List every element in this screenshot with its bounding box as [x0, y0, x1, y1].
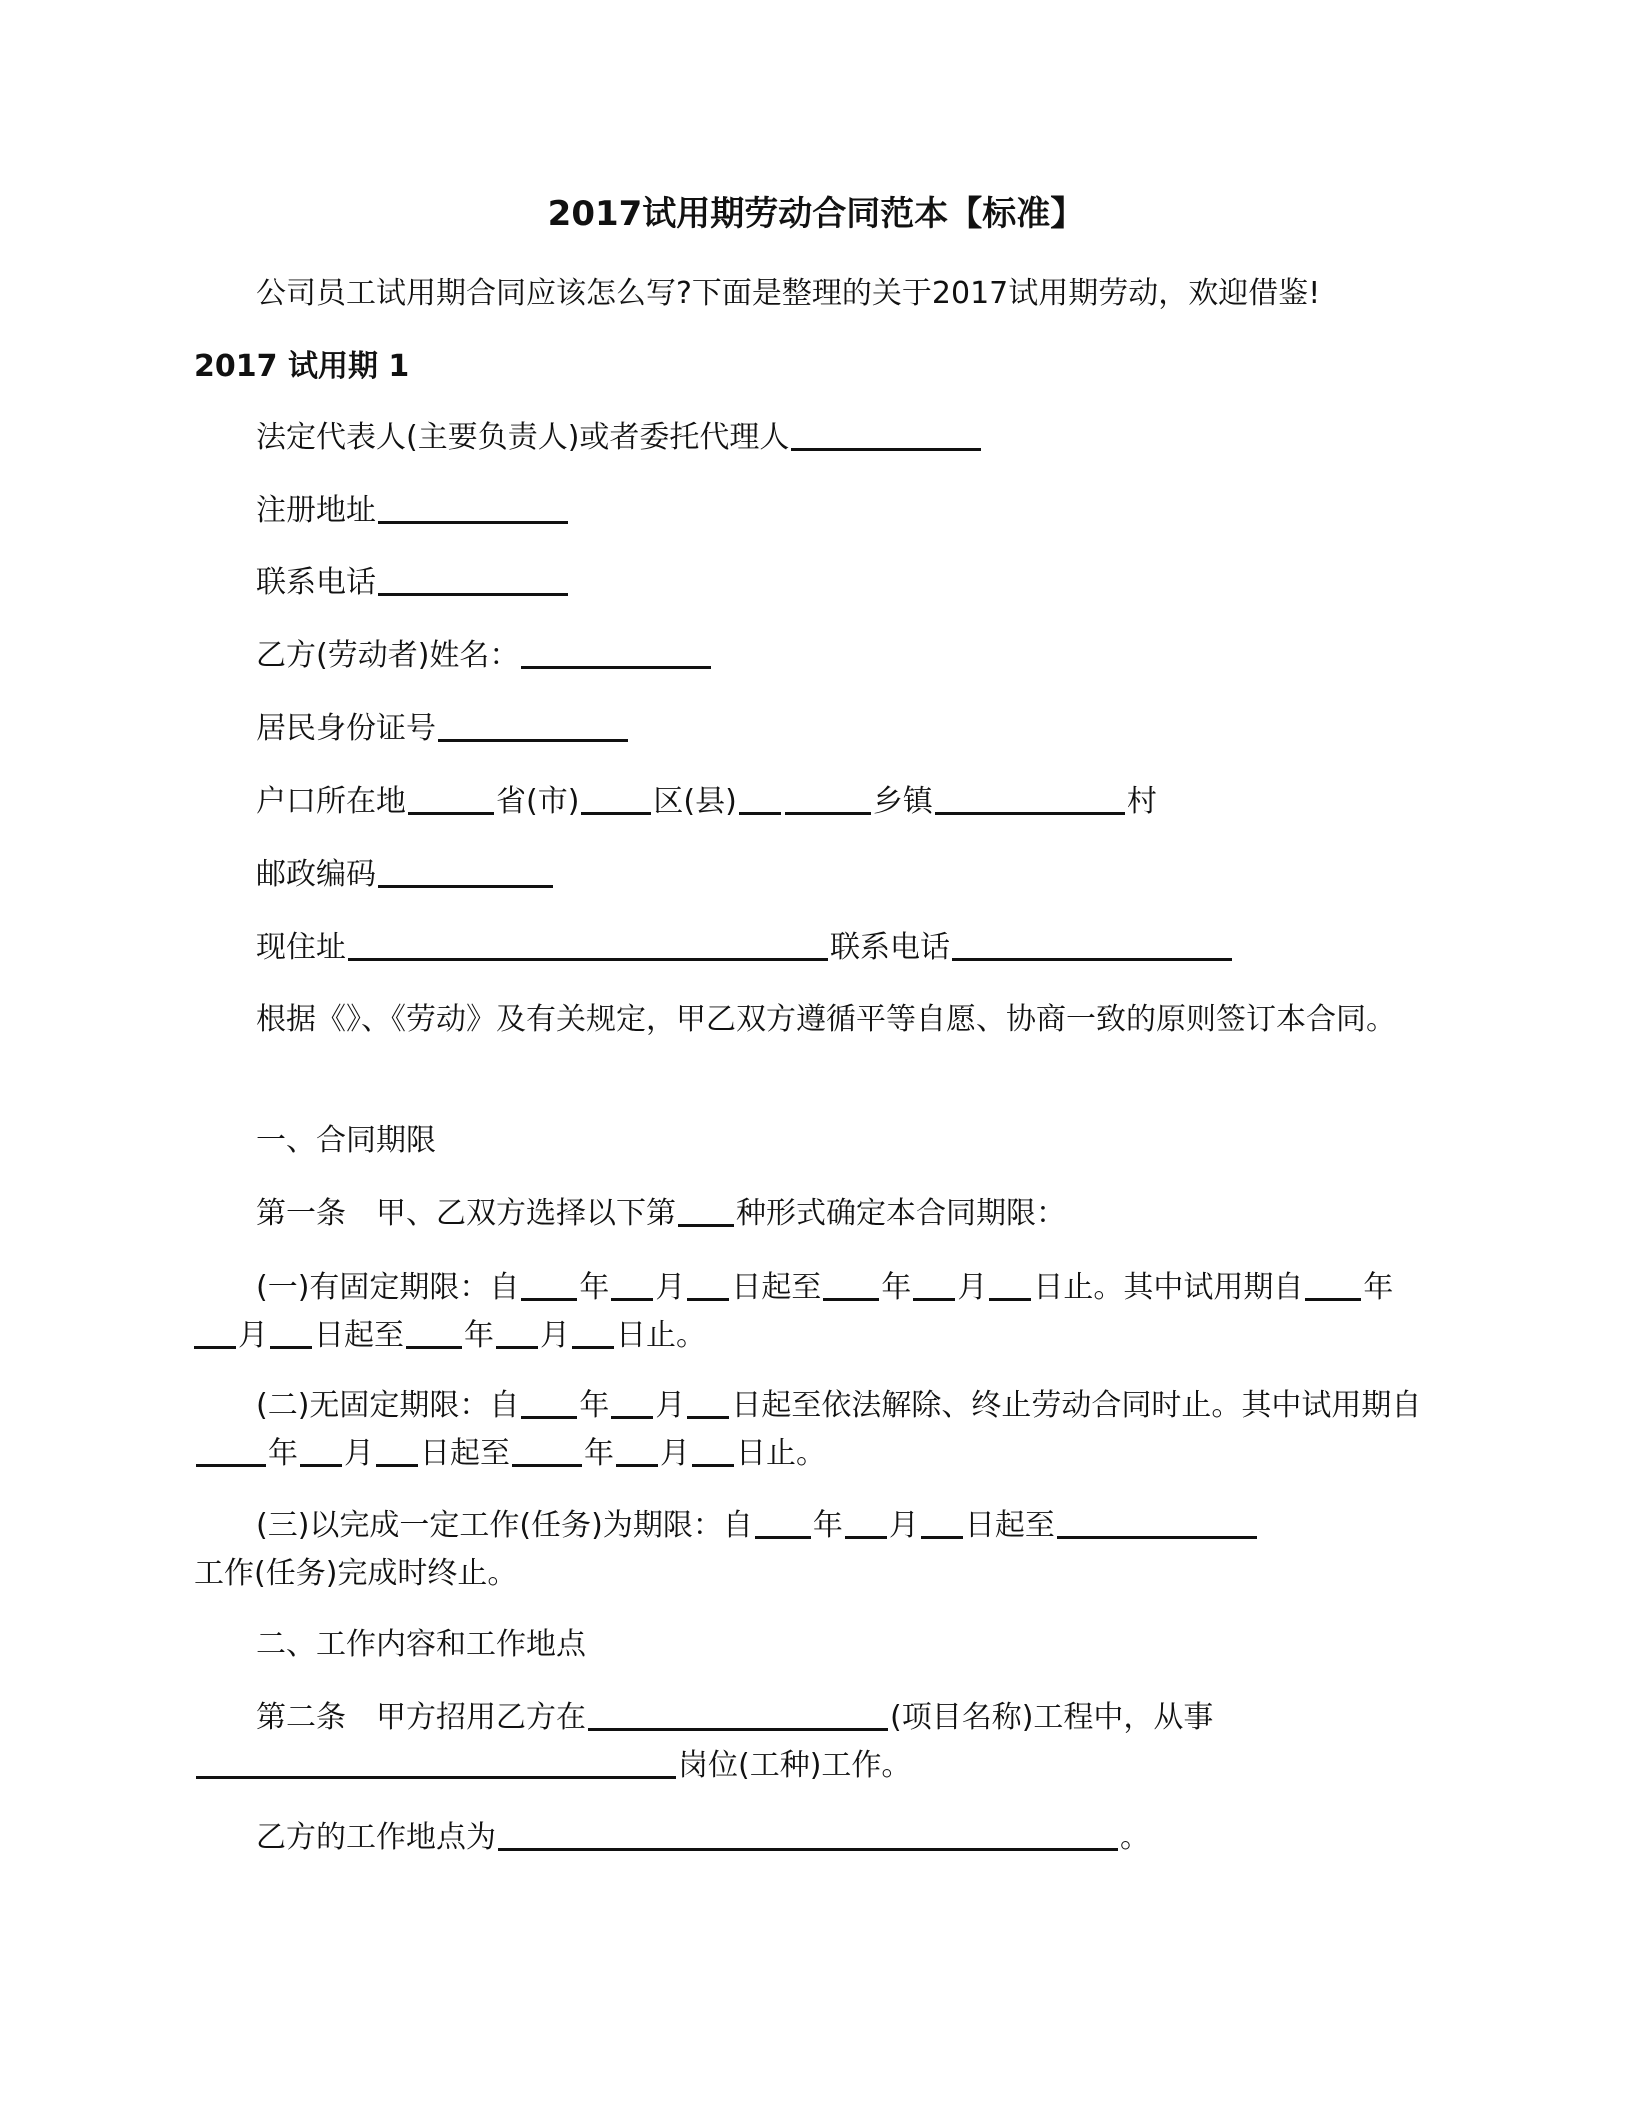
- current-address-blank[interactable]: [348, 930, 828, 961]
- year-word: 年: [584, 1436, 614, 1471]
- name-blank[interactable]: [521, 638, 711, 669]
- phone-blank[interactable]: [378, 565, 568, 596]
- option1-start-year-blank[interactable]: [521, 1270, 577, 1301]
- option2-prob-start-day-blank[interactable]: [376, 1436, 418, 1467]
- workplace-blank[interactable]: [498, 1820, 1118, 1851]
- date-from-word: 自: [489, 1388, 520, 1423]
- reg-address-label: 注册地址: [256, 493, 376, 528]
- workplace-label: 乙方的工作地点为: [256, 1820, 496, 1855]
- town-blank[interactable]: [785, 784, 871, 815]
- village-blank[interactable]: [935, 784, 1125, 815]
- postcode-line: [194, 851, 1444, 899]
- option1-start-month-blank[interactable]: [611, 1270, 653, 1301]
- year-word: 年: [268, 1436, 298, 1471]
- town-label: 乡镇: [872, 784, 933, 819]
- option1-row1: [194, 1264, 1444, 1312]
- day-start-word: 日起至: [420, 1436, 510, 1471]
- day-start-word: 日起至: [314, 1318, 404, 1353]
- year-word: 年: [579, 1388, 610, 1423]
- hukou-label: 户口所在地: [256, 784, 406, 819]
- article2-row2: [194, 1742, 1444, 1790]
- hukou-line: [194, 778, 1444, 826]
- option2-paragraph: [194, 1382, 1444, 1478]
- option2-prob-end-day-blank[interactable]: [692, 1436, 734, 1467]
- intro-paragraph: [194, 270, 1444, 318]
- intro-text: 公司员工试用期合同应该怎么写?下面是整理的关于2017试用期劳动，欢迎借鉴!: [256, 276, 1321, 311]
- article1-suffix: 种形式确定本合同期限：: [736, 1196, 1066, 1231]
- option3-end-text: 工作(任务)完成时终止。: [194, 1556, 518, 1591]
- option1-prob-start-month-blank[interactable]: [194, 1318, 236, 1349]
- month-word: 月: [888, 1508, 919, 1543]
- district-blank[interactable]: [581, 784, 651, 815]
- id-number-line: [194, 705, 1444, 753]
- option1-start-day-blank[interactable]: [687, 1270, 729, 1301]
- article2-project-text: (项目名称)工程中，从事: [890, 1700, 1214, 1735]
- phone-label: 联系电话: [256, 565, 376, 600]
- month-word: 月: [238, 1318, 268, 1353]
- option1-end-year-blank[interactable]: [823, 1270, 879, 1301]
- section1-title: [194, 1117, 1444, 1165]
- id-number-blank[interactable]: [438, 711, 628, 742]
- contact-phone-label: 联系电话: [830, 930, 950, 965]
- option1-paragraph: [194, 1264, 1444, 1360]
- month-word: 月: [655, 1270, 686, 1305]
- option2-mid-text: 日起至依法解除、终止劳动合同时止。其中试用期自: [731, 1388, 1422, 1423]
- basis-paragraph: 根据《》、《劳动》及有关规定，甲乙双方遵循平等自愿、协商一致的原则签订本合同。: [256, 1002, 1396, 1037]
- option3-task-blank[interactable]: [1057, 1508, 1257, 1539]
- province-blank[interactable]: [408, 784, 494, 815]
- year-word: 年: [464, 1318, 494, 1353]
- option1-end-day-blank[interactable]: [989, 1270, 1031, 1301]
- month-word: 月: [540, 1318, 570, 1353]
- option1-prob-start-day-blank[interactable]: [270, 1318, 312, 1349]
- postcode-blank[interactable]: [378, 857, 553, 888]
- current-address-line: [194, 924, 1444, 972]
- section-heading: 2017 试用期 1: [194, 349, 410, 384]
- section2-title-text: 二、工作内容和工作地点: [256, 1627, 586, 1662]
- date-from-word: 自: [489, 1270, 520, 1305]
- day-start-word: 日起至: [731, 1270, 822, 1305]
- year-word: 年: [579, 1270, 610, 1305]
- month-word: 月: [344, 1436, 374, 1471]
- option3-row1: [194, 1502, 1444, 1550]
- legal-rep-label: 法定代表人(主要负责人)或者委托代理人: [256, 420, 790, 455]
- option3-label: (三)以完成一定工作(任务)为期限：: [256, 1508, 723, 1543]
- option2-prob-end-month-blank[interactable]: [616, 1436, 658, 1467]
- month-word: 月: [957, 1270, 988, 1305]
- county-blank[interactable]: [739, 784, 781, 815]
- section2-title: [194, 1621, 1444, 1669]
- name-line: [194, 632, 1444, 680]
- option2-row1: [194, 1382, 1444, 1430]
- post-blank[interactable]: [196, 1748, 676, 1779]
- probation-from-word: 日止。其中试用期自: [1033, 1270, 1304, 1305]
- year-word: 年: [812, 1508, 843, 1543]
- district-label: 区(县): [653, 784, 737, 819]
- option3-start-day-blank[interactable]: [921, 1508, 963, 1539]
- option1-prob-start-year-blank[interactable]: [1305, 1270, 1361, 1301]
- option3-row2: [194, 1550, 1444, 1598]
- day-end-word: 日止。: [616, 1318, 706, 1353]
- option1-prob-end-day-blank[interactable]: [572, 1318, 614, 1349]
- option1-end-month-blank[interactable]: [913, 1270, 955, 1301]
- option3-paragraph: [194, 1502, 1444, 1598]
- province-label: 省(市): [496, 784, 580, 819]
- option2-prob-end-year-blank[interactable]: [512, 1436, 582, 1467]
- option2-label: (二)无固定期限：: [256, 1388, 490, 1423]
- article1-line: [194, 1190, 1444, 1238]
- id-number-label: 居民身份证号: [256, 711, 436, 746]
- article2-paragraph: [194, 1694, 1444, 1790]
- option1-prob-end-year-blank[interactable]: [406, 1318, 462, 1349]
- month-word: 月: [660, 1436, 690, 1471]
- reg-address-blank[interactable]: [378, 493, 568, 524]
- legal-rep-blank[interactable]: [791, 420, 981, 451]
- option3-start-month-blank[interactable]: [845, 1508, 887, 1539]
- phone-line: [194, 559, 1444, 607]
- project-name-blank[interactable]: [588, 1700, 888, 1731]
- reg-address-line: [194, 487, 1444, 535]
- workplace-end: 。: [1120, 1820, 1150, 1855]
- option1-label: (一)有固定期限：: [256, 1270, 490, 1305]
- year-word: 年: [881, 1270, 912, 1305]
- option2-start-month-blank[interactable]: [611, 1388, 653, 1419]
- contact-phone-blank[interactable]: [952, 930, 1232, 961]
- option1-row2: [192, 1312, 1444, 1360]
- option2-row2: [194, 1430, 1444, 1478]
- day-start-word: 日起至: [964, 1508, 1055, 1543]
- option2-start-day-blank[interactable]: [687, 1388, 729, 1419]
- article1-choice-blank[interactable]: [678, 1196, 734, 1227]
- document-title: 2017试用期劳动合同范本【标准】: [547, 194, 1085, 234]
- option2-prob-start-year-blank[interactable]: [196, 1436, 266, 1467]
- name-label: 乙方(劳动者)姓名：: [256, 638, 520, 673]
- legal-rep-line: [194, 414, 1444, 462]
- section1-title-text: 一、合同期限: [256, 1123, 436, 1158]
- article2-row1: [194, 1694, 1444, 1742]
- day-end-word: 日止。: [736, 1436, 826, 1471]
- workplace-line: [194, 1814, 1444, 1862]
- option2-prob-start-month-blank[interactable]: [300, 1436, 342, 1467]
- article1-prefix: 第一条 甲、乙双方选择以下第: [256, 1196, 676, 1231]
- year-word: 年: [1363, 1270, 1394, 1305]
- option2-start-year-blank[interactable]: [521, 1388, 577, 1419]
- article2-prefix: 第二条 甲方招用乙方在: [256, 1700, 586, 1735]
- month-word: 月: [655, 1388, 686, 1423]
- postcode-label: 邮政编码: [256, 857, 376, 892]
- article2-post-text: 岗位(工种)工作。: [678, 1748, 912, 1783]
- option3-start-year-blank[interactable]: [755, 1508, 811, 1539]
- date-from-word: 自: [722, 1508, 753, 1543]
- current-address-label: 现住址: [256, 930, 346, 965]
- option1-prob-end-month-blank[interactable]: [496, 1318, 538, 1349]
- village-label: 村: [1126, 784, 1157, 819]
